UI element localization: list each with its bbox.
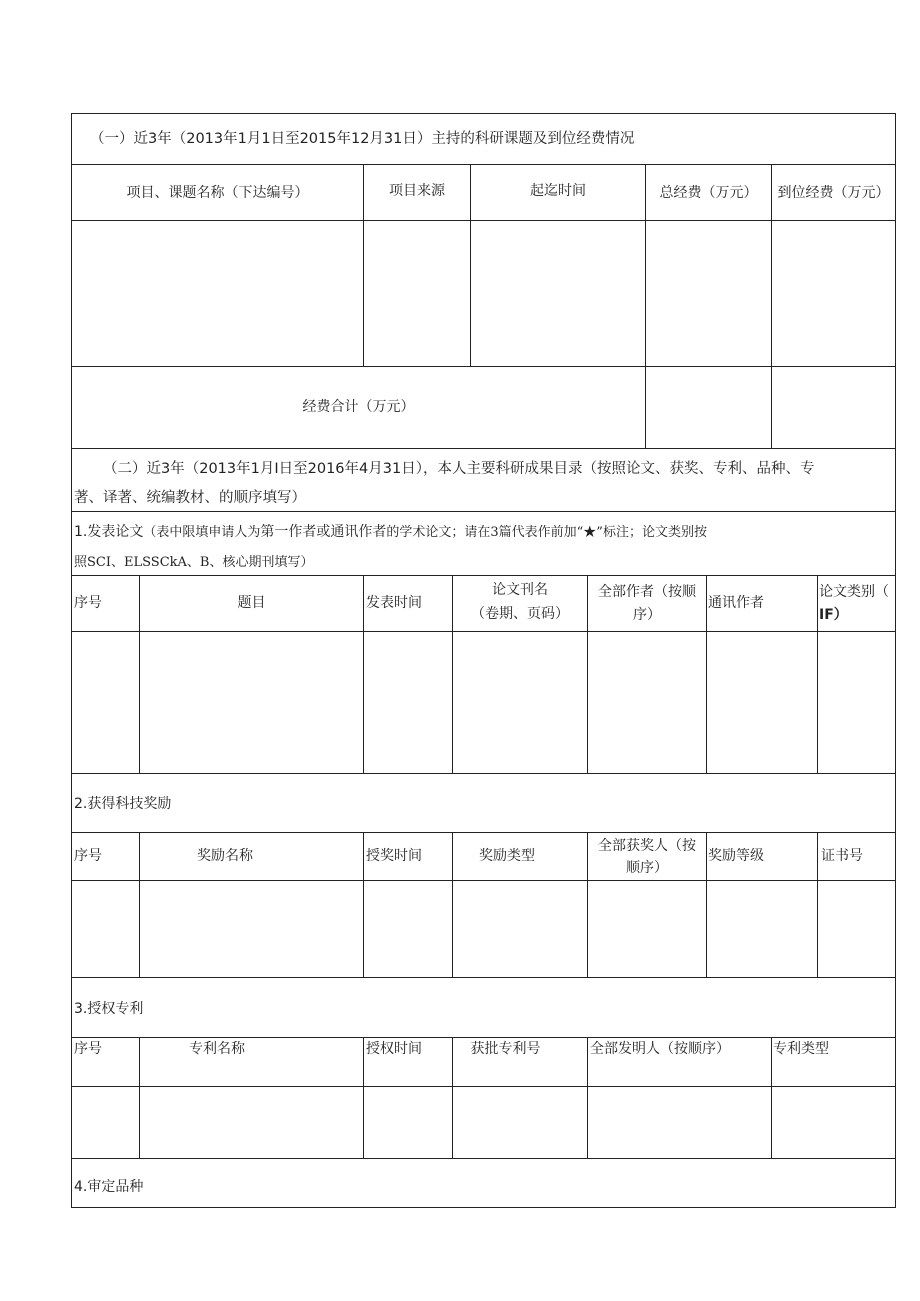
papers-header-journal-l2: （卷期、页码） — [471, 606, 569, 622]
papers-header-authors-l1: 全部作者（按顺 — [598, 584, 696, 600]
awards-header-winners-l1: 全部获奖人（按 — [598, 838, 696, 854]
awards-header-type: 奖励类型 — [479, 848, 535, 864]
awards-header-cert: 证书号 — [821, 848, 863, 864]
table-rule — [71, 880, 896, 881]
column-divider — [587, 1037, 588, 1158]
table-rule — [71, 1158, 896, 1159]
awards-header-winners-l2: 顺序） — [626, 860, 668, 876]
patents-heading: 3.授权专利 — [74, 1001, 144, 1017]
table-border-top — [71, 113, 896, 114]
varieties-heading: 4.审定品种 — [74, 1179, 144, 1195]
funding-total-label: 经费合计（万元） — [302, 399, 415, 415]
header-received-funding: 到位经费（万元） — [777, 185, 890, 201]
table-rule — [71, 1037, 896, 1038]
table-rule — [71, 511, 896, 512]
table-rule — [71, 220, 896, 221]
table-rule — [71, 832, 896, 833]
patents-header-type: 专利类型 — [773, 1041, 829, 1057]
awards-header-name: 奖励名称 — [197, 848, 253, 864]
awards-header-level: 奖励等级 — [708, 848, 764, 864]
column-divider — [645, 164, 646, 448]
papers-heading: 1.发表论文 — [74, 524, 144, 540]
papers-header-journal-l1: 论文刊名 — [492, 582, 548, 598]
patents-header-seq: 序号 — [74, 1041, 102, 1057]
table-rule — [71, 575, 896, 576]
papers-note-pre: （表中限填申请人为 — [143, 525, 261, 540]
papers-header-seq: 序号 — [74, 595, 102, 611]
table-rule — [71, 977, 896, 978]
header-project-name: 项目、课题名称（下达编号） — [126, 185, 309, 201]
section1-title: （一）近3年（2013年1月1日至2015年12月31日）主持的科研课题及到位经费情况 — [90, 131, 635, 147]
header-total-funding: 总经费（万元） — [659, 185, 758, 201]
column-divider — [706, 832, 707, 977]
papers-header-title: 题目 — [237, 595, 266, 611]
table-rule — [71, 448, 896, 449]
header-project-source: 项目来源 — [389, 183, 445, 199]
papers-note-emphasis: 第一作者或通讯作者 — [260, 524, 387, 540]
patents-header-number: 获批专利号 — [470, 1041, 541, 1057]
papers-header-category-l1: 论文类别（ — [819, 584, 889, 600]
papers-heading-line — [74, 522, 707, 543]
papers-header-category-l2: IF） — [819, 607, 848, 623]
table-rule — [71, 366, 896, 367]
awards-header-date: 授奖时间 — [366, 848, 422, 864]
table-rule — [71, 773, 896, 774]
awards-header-seq: 序号 — [74, 848, 102, 864]
section2-title-line1: （二）近3年（2013年1月I日至2016年4月31日），本人主要科研成果目录（按照论文、获奖、专利、品种、专 — [103, 461, 815, 477]
table-border-left — [71, 113, 72, 1208]
column-divider — [771, 164, 772, 448]
column-divider — [363, 832, 364, 977]
papers-note-post: 的学术论文；请在3篇代表作前加“★”标注；论文类别按 — [386, 525, 707, 540]
patents-header-name: 专利名称 — [189, 1041, 245, 1057]
papers-header-date: 发表时间 — [366, 595, 422, 611]
column-divider — [706, 575, 707, 773]
column-divider — [771, 1037, 772, 1158]
column-divider — [363, 575, 364, 773]
section2-title-line2: 著、译著、统编教材、的顺序填写） — [74, 490, 306, 506]
patents-header-inventors: 全部发明人（按顺序） — [590, 1041, 730, 1057]
column-divider — [363, 1037, 364, 1158]
table-border-bottom — [71, 1207, 896, 1208]
papers-note-line2: 照SCI、ELSSCkA、B、核心期刊填写） — [74, 555, 314, 570]
table-rule — [71, 164, 896, 165]
patents-header-date: 授权时间 — [366, 1041, 422, 1057]
papers-header-authors-l2: 序） — [633, 607, 661, 623]
awards-heading: 2.获得科技奖励 — [74, 796, 172, 812]
header-duration: 起迄时间 — [530, 183, 586, 199]
table-rule — [71, 1086, 896, 1087]
table-border-right — [895, 113, 896, 1208]
table-rule — [71, 631, 896, 632]
column-divider — [817, 575, 818, 773]
papers-header-corresponding: 通讯作者 — [708, 595, 764, 611]
